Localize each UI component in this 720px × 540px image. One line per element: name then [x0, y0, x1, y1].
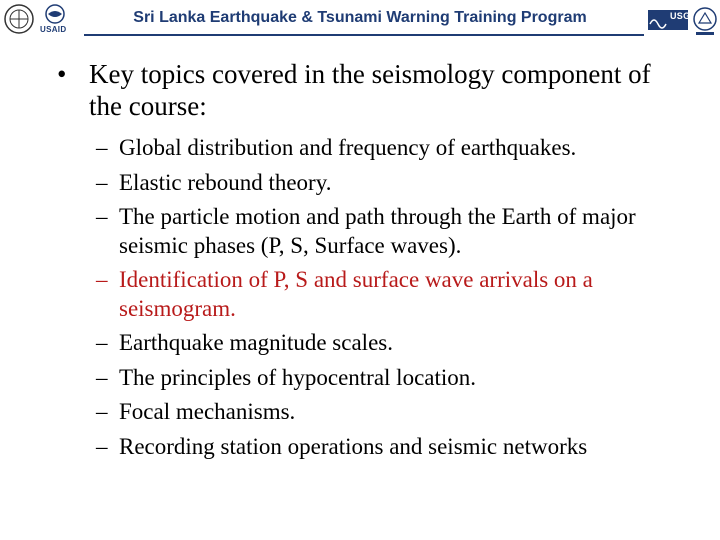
subpoint-item-highlighted — [96, 266, 686, 323]
subpoint-item — [96, 398, 686, 427]
main-point-text: Key topics covered in the seismology component of the course: — [89, 59, 651, 121]
subpoint-text: Earthquake magnitude scales. — [119, 330, 393, 355]
subpoint-text: Global distribution and frequency of earthquakes. — [119, 135, 577, 160]
dash-glyph: – — [96, 267, 108, 292]
header-divider — [84, 34, 644, 36]
subpoint-text: Recording station operations and seismic networks — [119, 433, 588, 459]
subpoint-item — [96, 203, 686, 260]
usaid-logo-icon — [38, 4, 72, 26]
subpoint-text: Identification of P, S and surface wave arrivals on a seismogram. — [119, 267, 593, 321]
dash-glyph: – — [96, 169, 108, 195]
dash-glyph: – — [96, 364, 108, 390]
subpoint-item — [96, 169, 686, 198]
usgs-logo-text: USGS — [670, 11, 697, 21]
subpoint-item — [96, 433, 686, 462]
dash-glyph: – — [96, 204, 108, 229]
subpoint-text: Focal mechanisms. — [119, 399, 296, 424]
dash-glyph: – — [96, 399, 108, 424]
slide-header-title: Sri Lanka Earthquake & Tsunami Warning Training Program — [133, 9, 587, 26]
dash-glyph: – — [96, 433, 108, 459]
unesco-logo-icon — [692, 6, 718, 36]
subpoint-list — [96, 134, 686, 467]
usaid-logo-text: USAID — [40, 25, 67, 34]
bullet-glyph: • — [57, 59, 67, 89]
subpoint-item — [96, 134, 686, 163]
subpoint-item — [96, 364, 686, 393]
dash-glyph: – — [96, 135, 108, 160]
seal-logo-icon — [3, 3, 35, 35]
subpoint-text: The principles of hypocentral location. — [119, 364, 477, 390]
subpoint-item — [96, 329, 686, 358]
subpoint-text: The particle motion and path through the Earth of major seismic phases (P, S, Surface waves). — [119, 204, 636, 258]
dash-glyph: – — [96, 330, 108, 355]
subpoint-text: Elastic rebound theory. — [119, 169, 332, 195]
